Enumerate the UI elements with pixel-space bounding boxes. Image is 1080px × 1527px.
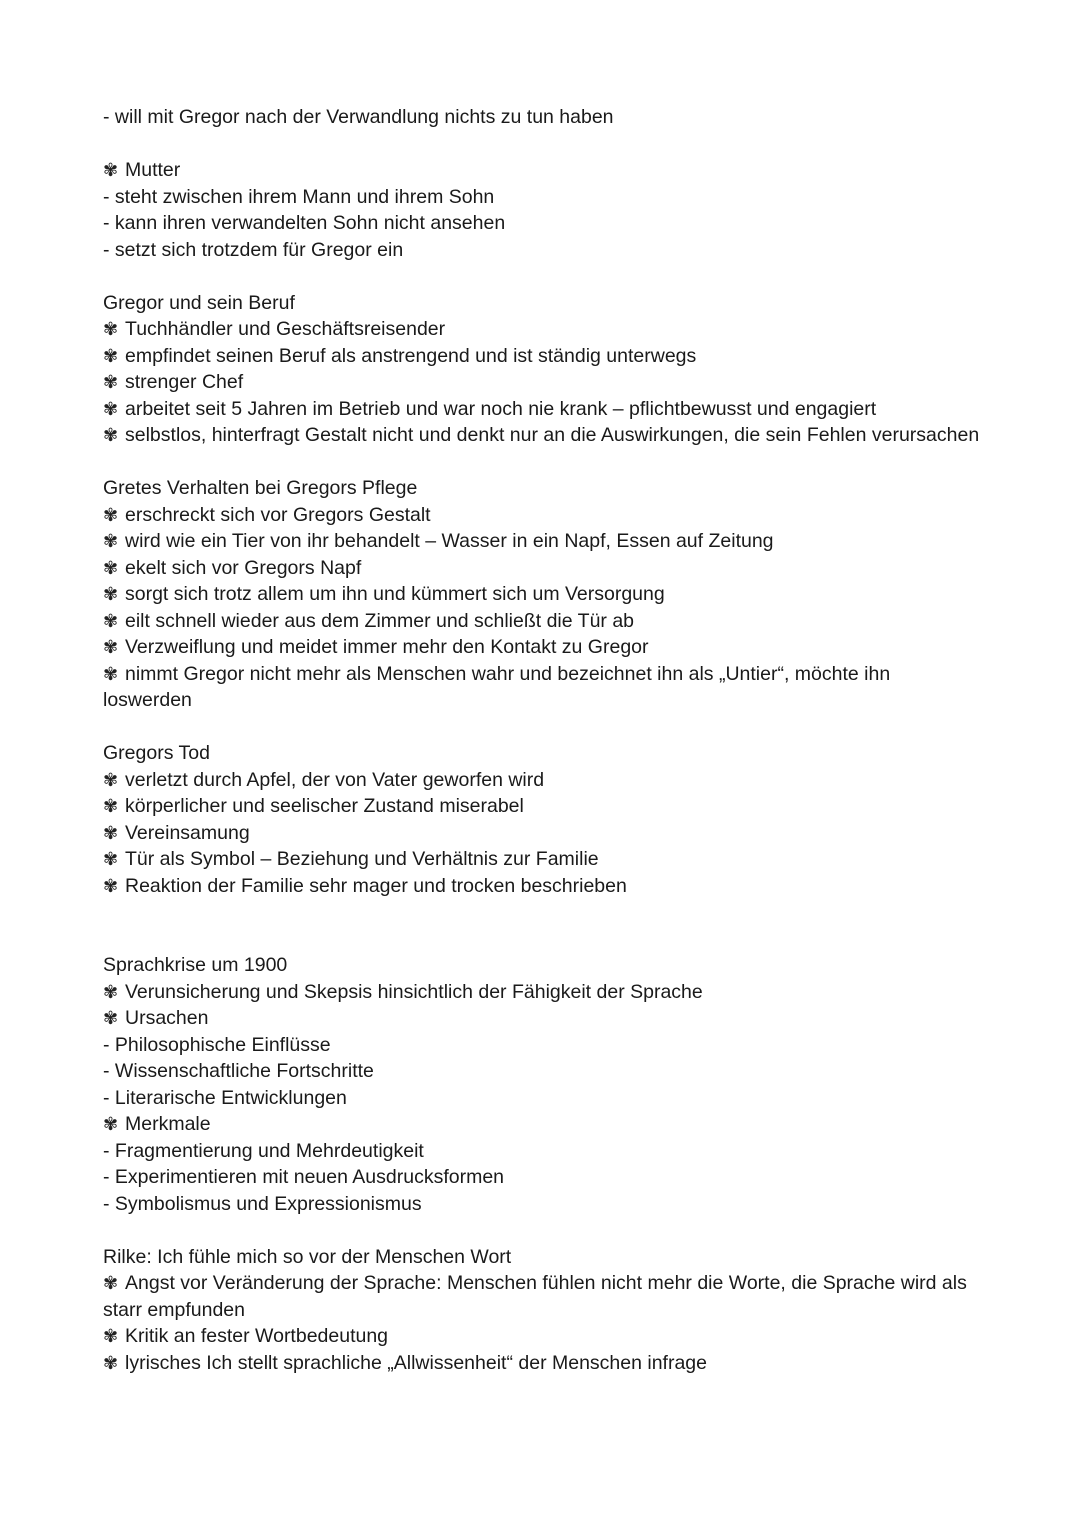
item-text: Reaktion der Familie sehr mager und trocken beschrieben xyxy=(125,874,627,897)
item-text: erschreckt sich vor Gregors Gestalt xyxy=(125,503,431,526)
bullet-item xyxy=(103,343,983,370)
item-text: ekelt sich vor Gregors Napf xyxy=(125,556,362,579)
dash-item xyxy=(103,210,983,237)
dash-item xyxy=(103,1164,983,1191)
bullet-item xyxy=(103,396,983,423)
dash-item xyxy=(103,1191,983,1218)
flower-bullet-icon: ✾ xyxy=(103,398,119,419)
dash-item xyxy=(103,1058,983,1085)
item-text: empfindet seinen Beruf als anstrengend und ist ständig unterwegs xyxy=(125,344,697,367)
flower-bullet-icon: ✾ xyxy=(103,1326,119,1346)
item-text: Vereinsamung xyxy=(125,821,250,844)
bullet-item xyxy=(103,555,983,582)
section-5 xyxy=(103,952,983,1217)
flower-bullet-icon: ✾ xyxy=(103,1008,119,1028)
section-heading: Gretes Verhalten bei Gregors Pflege xyxy=(103,477,418,499)
item-text: Ursachen xyxy=(125,1007,209,1029)
bullet-item xyxy=(103,793,983,820)
item-text: - Fragmentierung und Mehrdeutigkeit xyxy=(103,1139,424,1162)
section-spacer xyxy=(103,1217,983,1244)
item-text: Verzweiflung und meidet immer mehr den Kontakt zu Gregor xyxy=(125,636,649,658)
item-text: wird wie ein Tier von ihr behandelt – Wasser in ein Napf, Essen auf Zeitung xyxy=(125,530,774,552)
bullet-item xyxy=(103,1270,983,1323)
section-spacer xyxy=(103,131,983,158)
section-heading: Gregors Tod xyxy=(103,742,210,764)
item-text: - Literarische Entwicklungen xyxy=(103,1086,347,1109)
item-text: - Experimentieren mit neuen Ausdrucksformen xyxy=(103,1166,505,1188)
flower-bullet-icon: ✾ xyxy=(103,796,119,816)
section-heading: Rilke: Ich fühle mich so vor der Menschen Wort xyxy=(103,1245,512,1268)
section-spacer xyxy=(103,263,983,290)
bullet-item xyxy=(103,846,983,873)
bullet-item xyxy=(103,369,983,396)
section-spacer xyxy=(103,449,983,476)
item-text: - setzt sich trotzdem für Gregor ein xyxy=(103,238,404,261)
bullet-item xyxy=(103,608,983,635)
bullet-item xyxy=(103,528,983,555)
document-page xyxy=(103,104,983,1376)
dash-item xyxy=(103,104,983,131)
flower-bullet-icon: ✾ xyxy=(103,319,119,339)
bullet-item xyxy=(103,1005,983,1032)
flower-bullet-icon: ✾ xyxy=(103,875,119,896)
bullet-item xyxy=(103,1111,983,1138)
item-text: - will mit Gregor nach der Verwandlung nichts zu tun haben xyxy=(103,106,614,128)
bullet-item xyxy=(103,1323,983,1350)
item-text: arbeitet seit 5 Jahren im Betrieb und war noch nie krank – pflichtbewusst und engagiert xyxy=(125,397,877,420)
flower-bullet-icon: ✾ xyxy=(103,849,119,869)
item-text: Verunsicherung und Skepsis hinsichtlich der Fähigkeit der Sprache xyxy=(125,980,703,1003)
item-text: eilt schnell wieder aus dem Zimmer und schließt die Tür ab xyxy=(125,609,635,632)
item-text: Kritik an fester Wortbedeutung xyxy=(125,1325,389,1347)
section-3 xyxy=(103,475,983,714)
dash-item xyxy=(103,184,983,211)
bullet-item xyxy=(103,661,983,714)
dash-item xyxy=(103,1085,983,1112)
item-text: Tuchhändler und Geschäftsreisender xyxy=(125,318,446,340)
flower-bullet-icon: ✾ xyxy=(103,1114,119,1134)
section-spacer xyxy=(103,899,983,952)
flower-bullet-icon: ✾ xyxy=(103,584,119,604)
dash-item xyxy=(103,237,983,264)
bullet-item xyxy=(103,873,983,900)
item-text: Angst vor Veränderung der Sprache: Menschen fühlen nicht mehr die Worte, die Sprache wird als starr empfunden xyxy=(103,1272,967,1321)
flower-bullet-icon: ✾ xyxy=(103,769,119,790)
bullet-item xyxy=(103,502,983,529)
section-0 xyxy=(103,104,983,131)
flower-bullet-icon: ✾ xyxy=(103,425,119,445)
flower-bullet-icon: ✾ xyxy=(103,372,119,392)
dash-item xyxy=(103,1032,983,1059)
bullet-item xyxy=(103,316,983,343)
item-text: strenger Chef xyxy=(125,371,244,393)
item-text: - steht zwischen ihrem Mann und ihrem Sohn xyxy=(103,185,495,208)
section-1 xyxy=(103,157,983,263)
item-text: nimmt Gregor nicht mehr als Menschen wahr und bezeichnet ihn als „Untier“, möchte ihn loswerden xyxy=(103,662,891,711)
bullet-item xyxy=(103,157,983,184)
dash-item xyxy=(103,1138,983,1165)
flower-bullet-icon: ✾ xyxy=(103,345,119,366)
item-text: - Wissenschaftliche Fortschritte xyxy=(103,1060,374,1082)
flower-bullet-icon: ✾ xyxy=(103,610,119,631)
item-text: verletzt durch Apfel, der von Vater geworfen wird xyxy=(125,768,545,791)
item-text: körperlicher und seelischer Zustand miserabel xyxy=(125,795,524,817)
item-text: sorgt sich trotz allem um ihn und kümmert sich um Versorgung xyxy=(125,583,665,605)
flower-bullet-icon: ✾ xyxy=(103,504,119,525)
flower-bullet-icon: ✾ xyxy=(103,557,119,578)
bullet-item xyxy=(103,1350,983,1377)
section-2 xyxy=(103,290,983,449)
bullet-item xyxy=(103,767,983,794)
flower-bullet-icon: ✾ xyxy=(103,637,119,657)
item-text: selbstlos, hinterfragt Gestalt nicht und denkt nur an die Auswirkungen, die sein Fehlen verursachen xyxy=(125,424,980,446)
bullet-item xyxy=(103,820,983,847)
item-text: - kann ihren verwandelten Sohn nicht ansehen xyxy=(103,212,506,234)
section-heading: Sprachkrise um 1900 xyxy=(103,954,288,976)
section-4 xyxy=(103,740,983,899)
item-text: lyrisches Ich stellt sprachliche „Allwissenheit“ der Menschen infrage xyxy=(125,1351,707,1374)
flower-bullet-icon: ✾ xyxy=(103,531,119,551)
flower-bullet-icon: ✾ xyxy=(103,160,119,180)
section-heading: Gregor und sein Beruf xyxy=(103,291,295,314)
flower-bullet-icon: ✾ xyxy=(103,663,119,684)
section-6 xyxy=(103,1244,983,1377)
flower-bullet-icon: ✾ xyxy=(103,822,119,843)
bullet-item xyxy=(103,979,983,1006)
bullet-item xyxy=(103,634,983,661)
item-text: - Symbolismus und Expressionismus xyxy=(103,1192,422,1215)
flower-bullet-icon: ✾ xyxy=(103,1352,119,1373)
item-text: Merkmale xyxy=(125,1113,211,1135)
flower-bullet-icon: ✾ xyxy=(103,981,119,1002)
bullet-item xyxy=(103,422,983,449)
item-text: Mutter xyxy=(125,159,181,181)
document-content xyxy=(103,104,983,1376)
bullet-item xyxy=(103,581,983,608)
section-spacer xyxy=(103,714,983,741)
item-text: Tür als Symbol – Beziehung und Verhältnis zur Familie xyxy=(125,848,599,870)
item-text: - Philosophische Einflüsse xyxy=(103,1033,331,1056)
flower-bullet-icon: ✾ xyxy=(103,1273,119,1293)
